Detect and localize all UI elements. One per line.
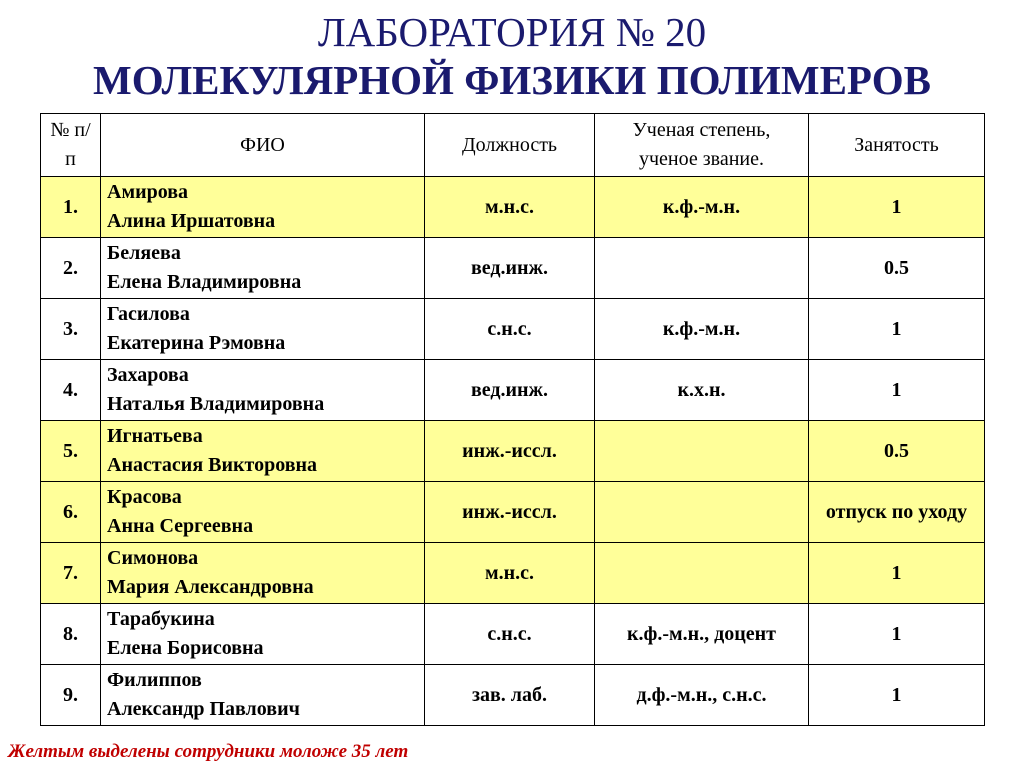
cell-name <box>101 177 425 238</box>
cell-degree: д.ф.-м.н., с.н.с. <box>595 665 809 726</box>
table-row <box>41 543 985 604</box>
staff-table <box>40 113 985 726</box>
table-row <box>41 421 985 482</box>
cell-position: с.н.с. <box>425 299 595 360</box>
cell-position: инж.-иссл. <box>425 421 595 482</box>
surname: Симонова <box>107 547 199 569</box>
surname: Филиппов <box>107 669 202 691</box>
table-body <box>41 177 985 726</box>
cell-name <box>101 665 425 726</box>
cell-employment: 1 <box>809 665 985 726</box>
cell-name <box>101 482 425 543</box>
header-name: ФИО <box>101 114 425 177</box>
table-row <box>41 604 985 665</box>
given-names: Анна Сергеевна <box>107 515 254 537</box>
cell-num: 5. <box>41 421 101 482</box>
surname: Амирова <box>107 181 189 203</box>
cell-num: 4. <box>41 360 101 421</box>
header-num: № п/п <box>41 114 101 177</box>
given-names: Наталья Владимировна <box>107 393 325 415</box>
cell-num: 6. <box>41 482 101 543</box>
cell-name <box>101 421 425 482</box>
cell-employment: 0.5 <box>809 421 985 482</box>
cell-degree: к.х.н. <box>595 360 809 421</box>
title-line-1: ЛАБОРАТОРИЯ № 20 <box>317 9 707 55</box>
cell-employment: 0.5 <box>809 238 985 299</box>
table-row <box>41 238 985 299</box>
cell-degree: к.ф.-м.н. <box>595 299 809 360</box>
table-row <box>41 665 985 726</box>
cell-position: вед.инж. <box>425 238 595 299</box>
cell-name <box>101 604 425 665</box>
header-position: Должность <box>425 114 595 177</box>
page-title <box>0 8 1024 104</box>
cell-name <box>101 238 425 299</box>
cell-num: 3. <box>41 299 101 360</box>
cell-degree <box>595 421 809 482</box>
surname: Красова <box>107 486 182 508</box>
cell-degree <box>595 543 809 604</box>
cell-position: вед.инж. <box>425 360 595 421</box>
header-degree: Ученая степень, ученое звание. <box>595 114 809 177</box>
given-names: Мария Александровна <box>107 576 314 598</box>
table-row <box>41 177 985 238</box>
cell-position: зав. лаб. <box>425 665 595 726</box>
cell-employment: 1 <box>809 360 985 421</box>
cell-degree <box>595 238 809 299</box>
surname: Игнатьева <box>107 425 203 447</box>
given-names: Елена Владимировна <box>107 271 302 293</box>
cell-degree <box>595 482 809 543</box>
table-row <box>41 360 985 421</box>
cell-position: м.н.с. <box>425 543 595 604</box>
given-names: Екатерина Рэмовна <box>107 332 286 354</box>
cell-employment: 1 <box>809 299 985 360</box>
given-names: Анастасия Викторовна <box>107 454 318 476</box>
given-names: Елена Борисовна <box>107 637 264 659</box>
table-row <box>41 482 985 543</box>
cell-name <box>101 360 425 421</box>
cell-name <box>101 543 425 604</box>
cell-position: м.н.с. <box>425 177 595 238</box>
cell-name <box>101 299 425 360</box>
surname: Беляева <box>107 242 181 264</box>
title-line-2: МОЛЕКУЛЯРНОЙ ФИЗИКИ ПОЛИМЕРОВ <box>93 57 931 103</box>
surname: Тарабукина <box>107 608 215 630</box>
cell-degree: к.ф.-м.н., доцент <box>595 604 809 665</box>
footnote: Желтым выделены сотрудники моложе 35 лет <box>8 741 409 762</box>
surname: Захарова <box>107 364 189 386</box>
table-row <box>41 299 985 360</box>
cell-employment: отпуск по уходу <box>809 482 985 543</box>
cell-num: 2. <box>41 238 101 299</box>
cell-position: инж.-иссл. <box>425 482 595 543</box>
cell-num: 9. <box>41 665 101 726</box>
cell-employment: 1 <box>809 543 985 604</box>
cell-degree: к.ф.-м.н. <box>595 177 809 238</box>
header-employment: Занятость <box>809 114 985 177</box>
cell-num: 1. <box>41 177 101 238</box>
cell-employment: 1 <box>809 604 985 665</box>
table-header-row <box>41 114 985 177</box>
given-names: Александр Павлович <box>107 698 300 720</box>
cell-num: 7. <box>41 543 101 604</box>
cell-num: 8. <box>41 604 101 665</box>
cell-position: с.н.с. <box>425 604 595 665</box>
given-names: Алина Иршатовна <box>107 210 276 232</box>
surname: Гасилова <box>107 303 190 325</box>
cell-employment: 1 <box>809 177 985 238</box>
